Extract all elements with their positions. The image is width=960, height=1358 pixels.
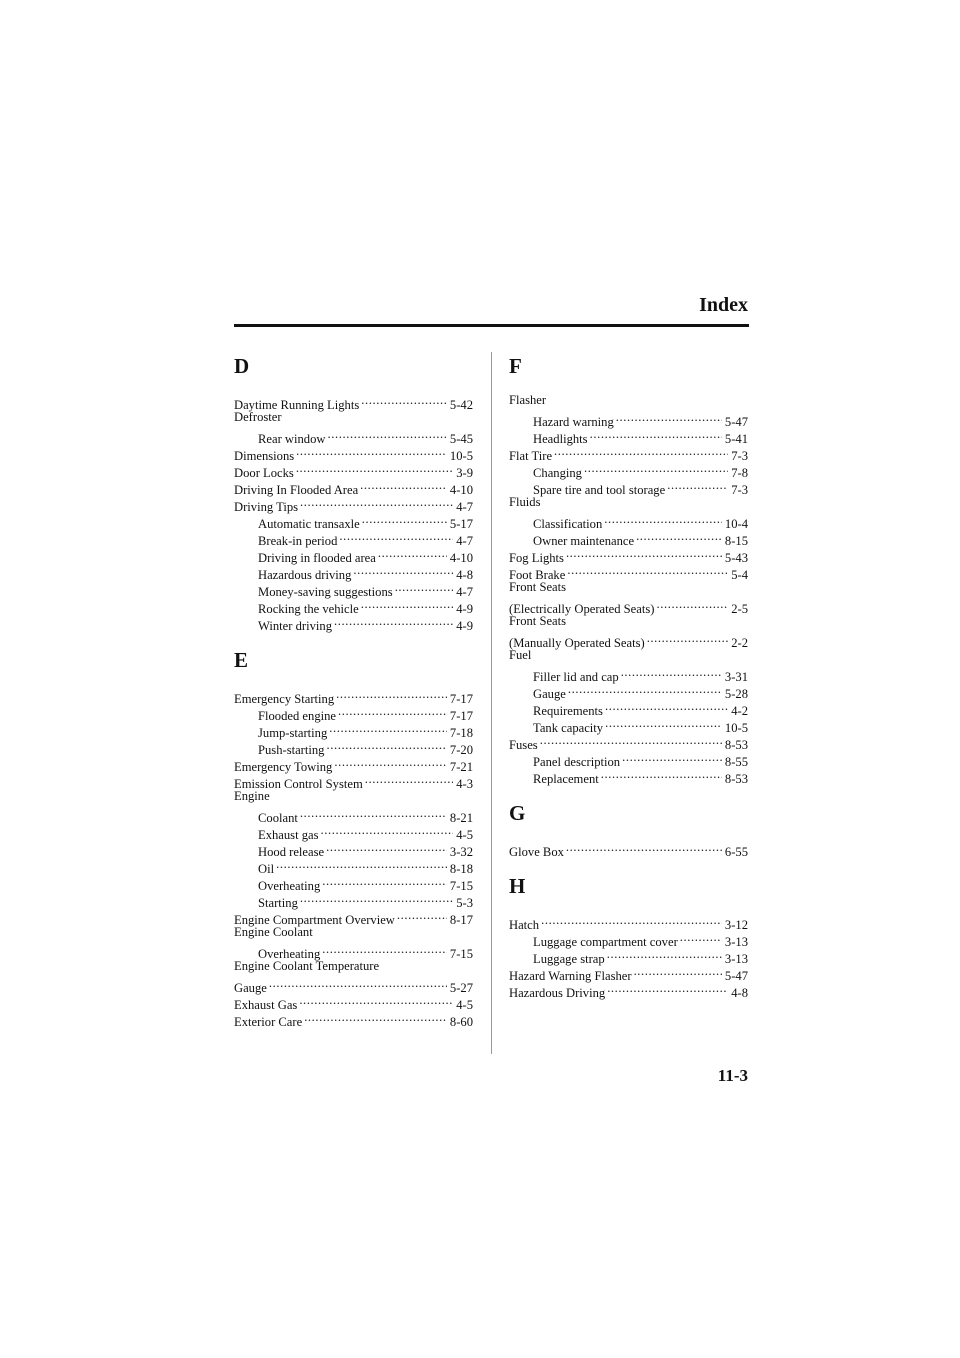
index-subentry: [234, 805, 473, 825]
entry-page-ref: 3-13: [724, 952, 748, 966]
dot-leader: [566, 545, 722, 562]
entry-label: Owner maintenance: [533, 534, 635, 548]
entry-page-ref: 10-5: [724, 721, 748, 735]
entry-page-ref: 5-47: [724, 415, 748, 429]
entry-label: Driving In Flooded Area: [234, 483, 359, 497]
entry-label: Starting: [258, 896, 298, 910]
dot-leader: [338, 703, 447, 720]
entry-page-ref: 5-17: [449, 517, 473, 531]
entry-page-ref: 7-15: [449, 947, 473, 961]
entry-label: Rear window: [258, 432, 326, 446]
entry-label: Driving Tips: [234, 500, 299, 514]
entry-page-ref: 4-7: [456, 500, 473, 514]
dot-leader: [300, 805, 447, 822]
entry-page-ref: 4-10: [449, 483, 473, 497]
entry-page-ref: 5-41: [724, 432, 748, 446]
entry-page-ref: 10-5: [449, 449, 473, 463]
entry-page-ref: 3-9: [456, 466, 473, 480]
dot-leader: [360, 477, 447, 494]
entry-page-ref: 4-7: [456, 534, 473, 548]
entry-page-ref: 7-17: [449, 692, 473, 706]
entry-page-ref: 7-3: [731, 483, 748, 497]
dot-leader: [329, 720, 447, 737]
dot-leader: [326, 737, 446, 754]
dot-leader: [601, 766, 722, 783]
entry-page-ref: 5-47: [724, 969, 748, 983]
entry-page-ref: 7-3: [731, 449, 748, 463]
index-entry: [509, 596, 748, 616]
dot-leader: [621, 664, 722, 681]
entry-label: Exhaust Gas: [234, 998, 298, 1012]
index-subentry: [234, 426, 473, 446]
entry-label: Dimensions: [234, 449, 295, 463]
entry-label: (Manually Operated Seats): [509, 636, 645, 650]
dot-leader: [607, 946, 722, 963]
entry-label: Exterior Care: [234, 1015, 303, 1029]
dot-leader: [334, 613, 453, 630]
dot-leader: [276, 856, 447, 873]
entry-page-ref: 4-9: [456, 619, 473, 633]
entry-label: Requirements: [533, 704, 603, 718]
entry-page-ref: 4-5: [456, 998, 473, 1012]
dot-leader: [554, 443, 728, 460]
entry-label: Hatch: [509, 918, 540, 932]
entry-label: Daytime Running Lights: [234, 398, 360, 412]
index-entry: [234, 958, 473, 975]
entry-label: Defroster: [234, 410, 282, 424]
entry-page-ref: 7-21: [449, 760, 473, 774]
dot-leader: [680, 929, 722, 946]
index-entry: [509, 839, 748, 859]
dot-leader: [299, 992, 453, 1009]
entry-label: Panel description: [533, 755, 621, 769]
dot-leader: [361, 392, 447, 409]
entry-label: Spare tire and tool storage: [533, 483, 666, 497]
entry-page-ref: 10-4: [724, 517, 748, 531]
entry-label: Overheating: [258, 947, 321, 961]
index-entry: [234, 392, 473, 412]
entry-label: Front Seats: [509, 614, 567, 628]
entry-label: Hazard warning: [533, 415, 614, 429]
dot-leader: [636, 528, 722, 545]
dot-leader: [378, 545, 447, 562]
entry-label: Coolant: [258, 811, 298, 825]
entry-label: Hood release: [258, 845, 325, 859]
entry-page-ref: 2-5: [731, 602, 748, 616]
dot-leader: [296, 460, 453, 477]
entry-page-ref: 8-17: [449, 913, 473, 927]
dot-leader: [397, 907, 447, 924]
entry-page-ref: 3-12: [724, 918, 748, 932]
index-entry: [509, 732, 748, 752]
dot-leader: [365, 771, 453, 788]
entry-label: Flasher: [509, 393, 547, 407]
entry-label: Luggage strap: [533, 952, 605, 966]
entry-page-ref: 6-55: [724, 845, 748, 859]
dot-leader: [667, 477, 728, 494]
entry-label: Front Seats: [509, 580, 567, 594]
entry-label: Exhaust gas: [258, 828, 319, 842]
entry-label: Money-saving suggestions: [258, 585, 393, 599]
dot-leader: [584, 460, 728, 477]
entry-label: Glove Box: [509, 845, 564, 859]
entry-label: Winter driving: [258, 619, 332, 633]
entry-label: Engine Compartment Overview: [234, 913, 395, 927]
entry-label: Engine: [234, 789, 270, 803]
entry-label: Flooded engine: [258, 709, 336, 723]
dot-leader: [567, 562, 728, 579]
entry-page-ref: 4-3: [456, 777, 473, 791]
entry-label: Gauge: [533, 687, 566, 701]
entry-label: Headlights: [533, 432, 588, 446]
entry-page-ref: 8-15: [724, 534, 748, 548]
dot-leader: [634, 963, 722, 980]
entry-label: Engine Coolant: [234, 925, 313, 939]
entry-label: Changing: [533, 466, 582, 480]
entry-label: Break-in period: [258, 534, 338, 548]
index-entry: [234, 686, 473, 706]
entry-page-ref: 4-5: [456, 828, 473, 842]
dot-leader: [604, 511, 722, 528]
entry-page-ref: 5-4: [731, 568, 748, 582]
dot-leader: [616, 409, 722, 426]
index-entry: [509, 912, 748, 932]
dot-leader: [568, 681, 722, 698]
entry-label: Luggage compartment cover: [533, 935, 678, 949]
entry-label: Foot Brake: [509, 568, 566, 582]
page-title: Index: [699, 294, 748, 316]
entry-label: Jump-starting: [258, 726, 328, 740]
entry-page-ref: 5-3: [456, 896, 473, 910]
dot-leader: [353, 562, 453, 579]
section-letter: G: [509, 801, 526, 825]
entry-label: Fluids: [509, 495, 541, 509]
entry-label: Push-starting: [258, 743, 325, 757]
entry-page-ref: 4-8: [731, 986, 748, 1000]
entry-page-ref: 7-18: [449, 726, 473, 740]
dot-leader: [607, 980, 728, 997]
header-rule: [234, 324, 749, 327]
entry-label: Gauge: [234, 981, 267, 995]
dot-leader: [334, 754, 447, 771]
dot-leader: [566, 839, 722, 856]
dot-leader: [590, 426, 722, 443]
entry-page-ref: 7-8: [731, 466, 748, 480]
index-column-left: [234, 352, 473, 1029]
dot-leader: [656, 596, 728, 613]
index-column-right: [509, 352, 748, 1000]
column-divider: [491, 352, 492, 1054]
entry-label: Hazard Warning Flasher: [509, 969, 632, 983]
entry-label: Fuel: [509, 648, 532, 662]
entry-page-ref: 4-2: [731, 704, 748, 718]
index-entry: [509, 630, 748, 650]
index-entry: [509, 579, 748, 596]
entry-page-ref: 3-32: [449, 845, 473, 859]
dot-leader: [322, 873, 447, 890]
dot-leader: [296, 443, 447, 460]
dot-leader: [269, 975, 447, 992]
index-subentry: [509, 511, 748, 531]
dot-leader: [540, 732, 722, 749]
section-letter: H: [509, 874, 526, 898]
index-subentry: [509, 929, 748, 949]
entry-label: Engine Coolant Temperature: [234, 959, 380, 973]
entry-label: (Electrically Operated Seats): [509, 602, 655, 616]
entry-label: Overheating: [258, 879, 321, 893]
dot-leader: [300, 890, 453, 907]
entry-label: Hazardous driving: [258, 568, 352, 582]
entry-page-ref: 4-7: [456, 585, 473, 599]
entry-page-ref: 8-55: [724, 755, 748, 769]
entry-label: Fuses: [509, 738, 538, 752]
dot-leader: [321, 822, 454, 839]
entry-label: Door Locks: [234, 466, 294, 480]
page-number: 11-3: [717, 1066, 748, 1085]
dot-leader: [647, 630, 729, 647]
entry-page-ref: 2-2: [731, 636, 748, 650]
dot-leader: [322, 941, 447, 958]
entry-label: Automatic transaxle: [258, 517, 360, 531]
entry-page-ref: 8-60: [449, 1015, 473, 1029]
entry-label: Fog Lights: [509, 551, 564, 565]
dot-leader: [339, 528, 453, 545]
entry-label: Driving in flooded area: [258, 551, 376, 565]
entry-label: Emission Control System: [234, 777, 363, 791]
entry-page-ref: 4-8: [456, 568, 473, 582]
dot-leader: [395, 579, 454, 596]
dot-leader: [541, 912, 722, 929]
index-subentry: [234, 941, 473, 961]
entry-label: Tank capacity: [533, 721, 604, 735]
entry-page-ref: 5-28: [724, 687, 748, 701]
entry-label: Replacement: [533, 772, 599, 786]
entry-page-ref: 7-17: [449, 709, 473, 723]
entry-label: Flat Tire: [509, 449, 553, 463]
section-letter: F: [509, 354, 522, 378]
entry-label: Emergency Starting: [234, 692, 335, 706]
index-entry: [234, 975, 473, 995]
entry-page-ref: 8-53: [724, 772, 748, 786]
index-subentry: [509, 409, 748, 429]
section-letter: D: [234, 354, 250, 378]
dot-leader: [605, 715, 722, 732]
entry-label: Filler lid and cap: [533, 670, 619, 684]
dot-leader: [328, 426, 447, 443]
entry-label: Oil: [258, 862, 275, 876]
entry-page-ref: 5-42: [449, 398, 473, 412]
dot-leader: [605, 698, 728, 715]
entry-page-ref: 7-15: [449, 879, 473, 893]
dot-leader: [304, 1009, 447, 1026]
entry-page-ref: 8-53: [724, 738, 748, 752]
dot-leader: [362, 511, 447, 528]
entry-page-ref: 8-21: [449, 811, 473, 825]
entry-page-ref: 3-31: [724, 670, 748, 684]
entry-page-ref: 7-20: [449, 743, 473, 757]
entry-page-ref: 5-45: [449, 432, 473, 446]
index-subentry: [509, 749, 748, 769]
entry-page-ref: 5-43: [724, 551, 748, 565]
entry-page-ref: 4-10: [449, 551, 473, 565]
dot-leader: [326, 839, 447, 856]
entry-label: Emergency Towing: [234, 760, 333, 774]
dot-leader: [336, 686, 447, 703]
index-subentry: [509, 664, 748, 684]
dot-leader: [361, 596, 453, 613]
entry-label: Rocking the vehicle: [258, 602, 359, 616]
section-letter: E: [234, 648, 249, 672]
entry-label: Hazardous Driving: [509, 986, 606, 1000]
dot-leader: [300, 494, 453, 511]
entry-page-ref: 5-27: [449, 981, 473, 995]
entry-page-ref: 3-13: [724, 935, 748, 949]
index-entry: [509, 392, 748, 409]
entry-page-ref: 8-18: [449, 862, 473, 876]
index-entry: [234, 992, 473, 1012]
entry-label: Classification: [533, 517, 603, 531]
dot-leader: [622, 749, 722, 766]
entry-page-ref: 4-9: [456, 602, 473, 616]
